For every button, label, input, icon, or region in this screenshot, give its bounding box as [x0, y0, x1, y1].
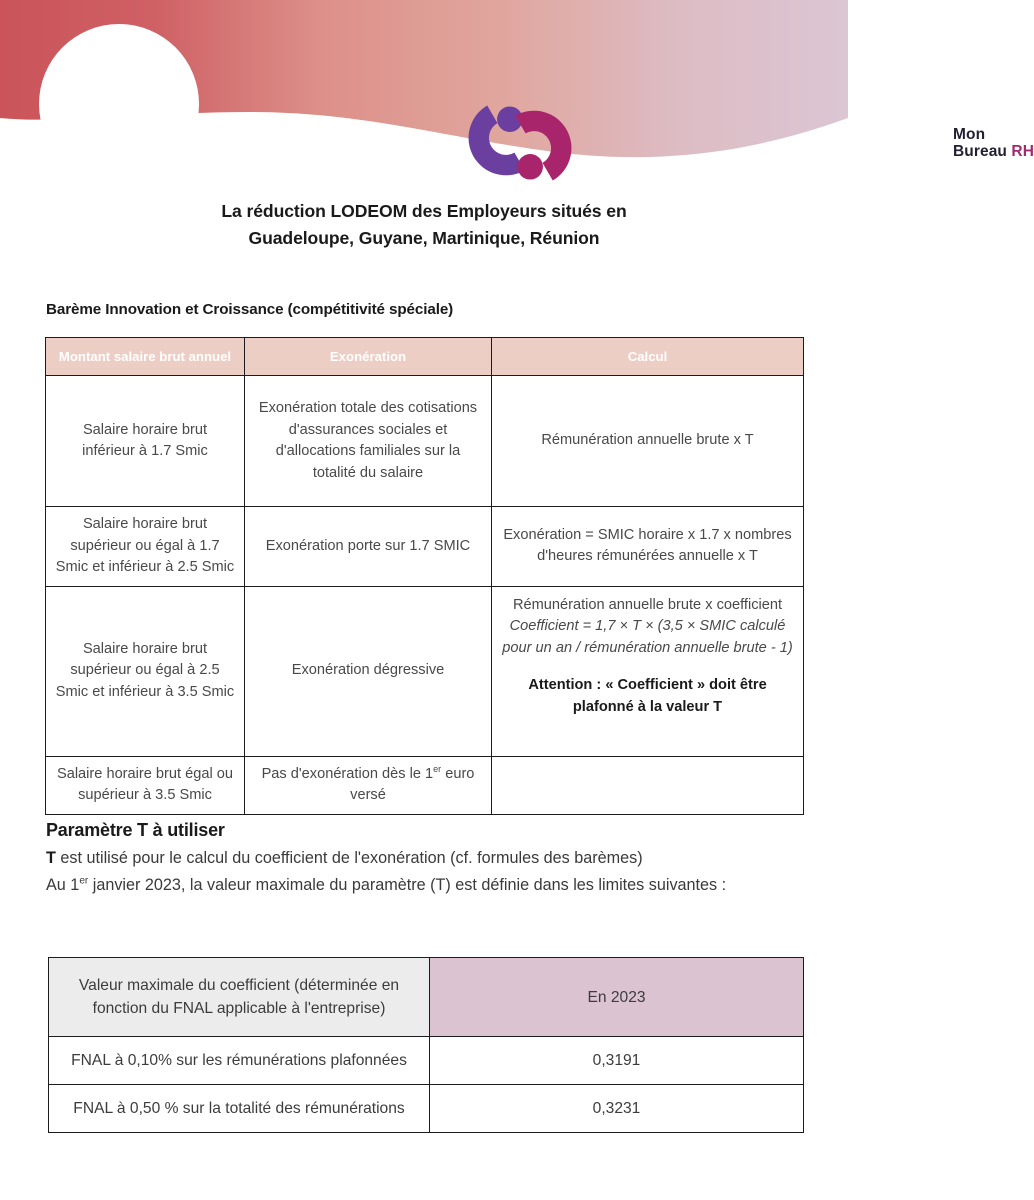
- parametre-t-symbol: T: [46, 849, 56, 867]
- header-banner: [0, 0, 1034, 170]
- table-row: [46, 376, 804, 507]
- exoneration-ordinal: er: [433, 763, 442, 774]
- column-header-annee: En 2023: [430, 958, 804, 1037]
- parametre-line1: est utilisé pour le calcul du coefficient de l'exonération (cf. formules des barèmes): [55, 849, 643, 867]
- table-header-row: [46, 338, 804, 376]
- cell-calcul: [492, 756, 804, 814]
- cell-exoneration: Exonération porte sur 1.7 SMIC: [245, 507, 492, 587]
- cell-calcul: Exonération = SMIC horaire x 1.7 x nombres d'heures rémunérées annuelle x T: [492, 507, 804, 587]
- cell-montant: Salaire horaire brut égal ou supérieur à 3.5 Smic: [46, 756, 245, 814]
- calcul-formula: Coefficient = 1,7 × T × (3,5 × SMIC calculé pour un an / rémunération annuelle brute - 1): [502, 618, 793, 656]
- exoneration-post: euro versé: [350, 765, 475, 803]
- page-title: [84, 198, 764, 252]
- table-row: [46, 756, 804, 814]
- cell-exoneration: [245, 756, 492, 814]
- brand-name-line2: Bureau: [953, 143, 1012, 160]
- table-coefficient: [48, 957, 804, 1133]
- cell-exoneration: Exonération dégressive: [245, 586, 492, 756]
- table-row: [49, 1037, 804, 1085]
- exoneration-pre: Pas d'exonération dès le 1: [261, 765, 434, 782]
- brand-name-line1: Mon: [953, 125, 986, 143]
- column-header-valeur-maximale: Valeur maximale du coefficient (déterminée en fonction du FNAL applicable à l'entreprise): [49, 958, 430, 1037]
- column-header-calcul: Calcul: [492, 338, 804, 376]
- table-row: [46, 586, 804, 756]
- calcul-warning: Attention : « Coefficient » doit être plafonné à la valeur T: [528, 677, 767, 715]
- cell-montant: Salaire horaire brut supérieur ou égal à 1.7 Smic et inférieur à 2.5 Smic: [46, 507, 245, 587]
- cell-fnal-value: 0,3231: [430, 1085, 804, 1133]
- table-row: [46, 507, 804, 587]
- cell-calcul: [492, 586, 804, 756]
- cell-calcul: Rémunération annuelle brute x T: [492, 376, 804, 507]
- table-bareme: [45, 337, 804, 815]
- table-header-row: [49, 958, 804, 1037]
- cell-montant: Salaire horaire brut inférieur à 1.7 Smic: [46, 376, 245, 507]
- cell-fnal-label: FNAL à 0,10% sur les rémunérations plafonnées: [49, 1037, 430, 1085]
- parametre-line2-pre: Au 1: [46, 875, 80, 894]
- page-title-line2: Guadeloupe, Guyane, Martinique, Réunion: [248, 228, 600, 248]
- section-heading-parametre: Paramètre T à utiliser: [46, 820, 225, 840]
- page-title-line1: La réduction LODEOM des Employeurs situés en: [221, 201, 627, 221]
- brand-name-rh: RH: [1011, 143, 1034, 160]
- parametre-ordinal: er: [79, 875, 89, 887]
- table-row: [49, 1085, 804, 1133]
- cell-fnal-label: FNAL à 0,50 % sur la totalité des rémunérations: [49, 1085, 430, 1133]
- cell-montant: Salaire horaire brut supérieur ou égal à 2.5 Smic et inférieur à 3.5 Smic: [46, 586, 245, 756]
- cell-exoneration: Exonération totale des cotisations d'assurances sociales et d'allocations familiales sur la totalité du salaire: [245, 376, 492, 507]
- column-header-montant: Montant salaire brut annuel: [46, 338, 245, 376]
- cell-fnal-value: 0,3191: [430, 1037, 804, 1085]
- brand-name: [953, 126, 1034, 161]
- parametre-line2-post: janvier 2023, la valeur maximale du paramètre (T) est définie dans les limites suivantes :: [88, 875, 727, 894]
- parametre-description: [46, 845, 806, 898]
- section-heading-bareme: Barème Innovation et Croissance (compétitivité spéciale): [46, 301, 454, 318]
- calcul-line: Rémunération annuelle brute x coefficient: [512, 596, 783, 613]
- column-header-exoneration: Exonération: [245, 338, 492, 376]
- spacer: [501, 659, 794, 675]
